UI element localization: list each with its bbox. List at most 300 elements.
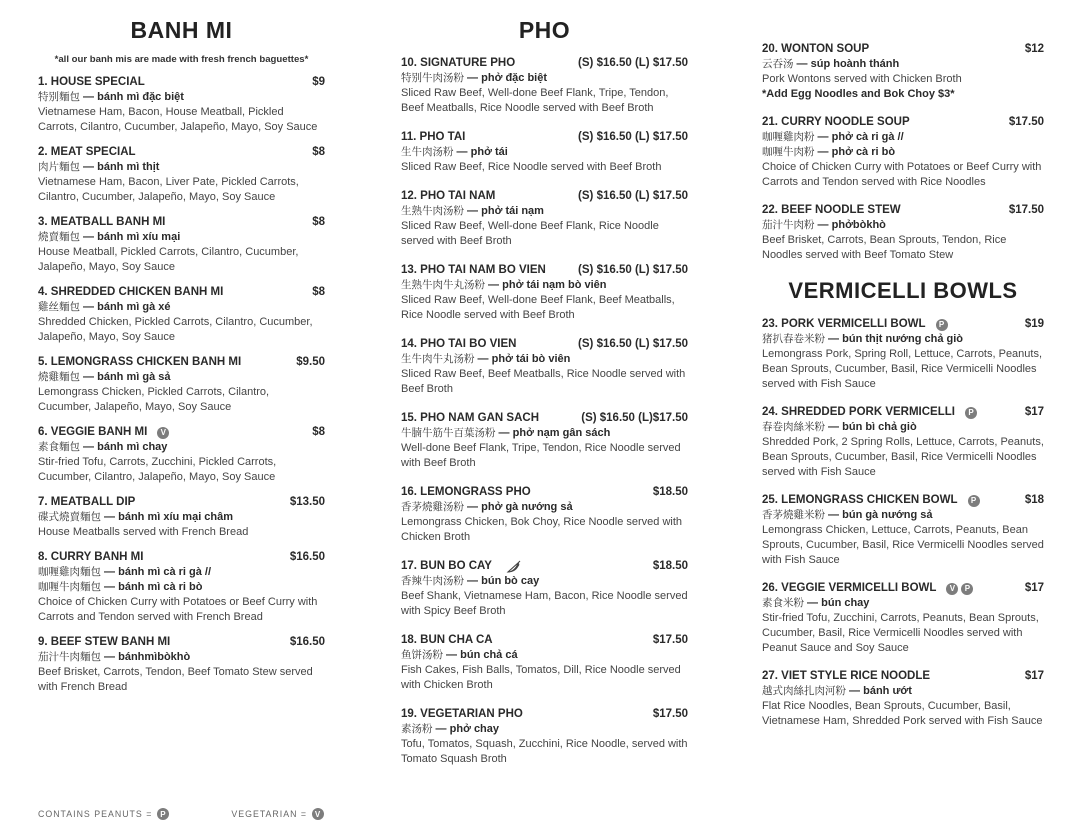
legend [38, 808, 386, 820]
item-translation [401, 278, 688, 293]
item-chinese-name: 肉片麵包 [38, 161, 80, 173]
item-price: $17.50 [652, 708, 688, 720]
item-translation [762, 57, 1044, 72]
item-translation [38, 160, 325, 175]
item-chinese-name: 茄汁牛肉麵包 [38, 651, 101, 663]
separator-dash: — [464, 575, 482, 587]
banh-mi-column [38, 0, 325, 695]
vermicelli-list [762, 317, 1044, 729]
item-chinese-name: 碟式燒賣麵包 [38, 511, 101, 523]
separator-dash: — [101, 566, 119, 578]
item-translation [401, 204, 688, 219]
item-header [762, 115, 1044, 130]
item-price: (S) $16.50 (L) $17.50 [578, 57, 688, 69]
item-header [401, 633, 688, 648]
item-name: 7. MEATBALL DIP [38, 496, 136, 508]
menu-item [762, 493, 1044, 568]
item-header [401, 707, 688, 722]
item-price: $17 [1024, 406, 1044, 418]
item-description: Sliced Raw Beef, Beef Meatballs, Rice Noodle served with Beef Broth [401, 368, 686, 395]
item-header [38, 550, 325, 565]
item-name-wrap [762, 317, 948, 332]
item-chinese-name: 素汤粉 [401, 723, 433, 735]
banh-mi-note: *all our banh mis are made with fresh french baguettes* [54, 54, 309, 65]
item-name: 27. VIET STYLE RICE NOODLE [762, 670, 931, 682]
item-chinese-name: 生熟牛肉牛丸汤粉 [401, 279, 485, 291]
item-name: 23. PORK VERMICELLI BOWL [762, 318, 926, 330]
item-translation [762, 684, 1044, 699]
separator-dash: — [814, 146, 832, 158]
item-header [401, 56, 688, 71]
item-description: Choice of Chicken Curry with Potatoes or Beef Curry with Carrots and Tendon served with Rice Noodles [762, 161, 1042, 188]
menu-item [401, 485, 688, 545]
item-name-wrap [762, 581, 973, 596]
item-header [401, 411, 688, 426]
item-description: Beef Brisket, Carrots, Bean Sprouts, Tendon, Rice Noodles served with Beef Tomato Stew [762, 234, 1007, 261]
item-vietnamese-name: phở tái [470, 146, 508, 158]
separator-dash: — [80, 231, 98, 243]
item-chinese-name: 茄汁牛肉粉 [762, 219, 815, 231]
item-name-wrap [401, 485, 531, 500]
separator-dash: — [80, 91, 98, 103]
item-chinese-name: 咖喱牛肉麵包 [38, 581, 101, 593]
item-translation [38, 440, 325, 455]
item-name: 1. HOUSE SPECIAL [38, 76, 145, 88]
item-name-wrap [401, 263, 546, 278]
item-name: 11. PHO TAI [401, 131, 466, 143]
separator-dash: — [846, 685, 864, 697]
item-name-wrap [401, 707, 523, 722]
menu-item [401, 56, 688, 116]
menu-item [38, 145, 325, 205]
item-name-wrap [38, 145, 136, 160]
menu-item [38, 495, 325, 540]
item-vietnamese-name: bún chả cá [460, 649, 518, 661]
item-price: $8 [312, 146, 325, 158]
item-price: $18.50 [652, 486, 688, 498]
item-chinese-name: 越式肉絲扎肉河粉 [762, 685, 846, 697]
item-header [38, 145, 325, 160]
item-name-wrap [762, 405, 977, 420]
item-chinese-name: 生熟牛肉汤粉 [401, 205, 464, 217]
item-vietnamese-name: bún gà nướng sả [842, 509, 933, 521]
vermicelli-title: VERMICELLI BOWLS [788, 278, 1018, 303]
separator-dash: — [432, 723, 450, 735]
item-vietnamese-name: phở chay [449, 723, 500, 735]
menu-item [401, 559, 688, 619]
item-header [38, 75, 325, 90]
item-header [762, 317, 1044, 332]
item-vietnamese-name: phở cà ri bò [831, 146, 896, 158]
item-price: $17 [1024, 670, 1044, 682]
menu-item [38, 635, 325, 695]
item-chinese-name: 云吞汤 [762, 58, 794, 70]
menu-item [38, 425, 325, 485]
item-vietnamese-name: bánh ướt [863, 685, 912, 697]
item-price: (S) $16.50 (L) $17.50 [578, 190, 688, 202]
separator-dash: — [80, 161, 98, 173]
item-header [762, 493, 1044, 508]
item-chinese-name: 鱼饼汤粉 [401, 649, 443, 661]
pho-column [401, 0, 688, 767]
separator-dash: — [814, 131, 832, 143]
item-translation [762, 420, 1044, 435]
item-chinese-name: 雞丝麵包 [38, 301, 80, 313]
item-translation [38, 565, 325, 580]
item-description: Well-done Beef Flank, Tripe, Tendon, Rice Noodle served with Beef Broth [401, 442, 681, 469]
item-vietnamese-name: phở đặc biệt [481, 72, 548, 84]
item-vietnamese-name: bánh mì cà ri bò [118, 581, 203, 593]
item-vietnamese-name: bún thịt nướng chả giò [842, 333, 964, 345]
item-header [38, 635, 325, 650]
peanut-icon: P [965, 407, 977, 419]
separator-dash: — [495, 427, 513, 439]
item-description: Lemongrass Chicken, Lettuce, Carrots, Peanuts, Bean Sprouts, Cucumber, Basil, Rice Vermicelli Noodles served with Fish Sauce [762, 524, 1044, 566]
item-name: 21. CURRY NOODLE SOUP [762, 116, 910, 128]
item-chinese-name: 燒雞麵包 [38, 371, 80, 383]
item-chinese-name: 生牛肉汤粉 [401, 146, 454, 158]
item-translation [401, 145, 688, 160]
item-description: Shredded Pork, 2 Spring Rolls, Lettuce, Carrots, Peanuts, Bean Sprouts, Cucumber, Basil, Rice Vermicelli Noodles served with Fish Sauce [762, 436, 1044, 478]
item-name-wrap [38, 495, 135, 510]
item-translation [762, 145, 1044, 160]
item-price: $17 [1024, 582, 1044, 594]
item-header [401, 130, 688, 145]
item-vietnamese-name: bánh mì xíu mại [97, 231, 181, 243]
legend-vegetarian-label: VEGETARIAN = [231, 809, 308, 819]
item-vietnamese-name: phở tái bò viên [491, 353, 571, 365]
separator-dash: — [804, 597, 822, 609]
item-name-wrap [401, 56, 515, 71]
item-add-on: *Add Egg Noodles and Bok Choy $3* [762, 88, 955, 100]
item-chinese-name: 特别牛肉汤粉 [401, 72, 464, 84]
item-description: Tofu, Tomatos, Squash, Zucchini, Rice Noodle, served with Tomato Squash Broth [401, 738, 688, 765]
item-header [38, 215, 325, 230]
item-translation [401, 426, 688, 441]
item-description: Sliced Raw Beef, Well-done Beef Flank, Beef Meatballs, Rice Noodle served with Beef Broth [401, 294, 675, 321]
item-description: Vietnamese Ham, Bacon, House Meatball, Pickled Carrots, Cilantro, Cucumber, Jalapeño, Mayo, Soy Sauce [38, 106, 318, 133]
separator-dash: — [825, 333, 843, 345]
item-name-wrap [762, 42, 869, 57]
separator-dash: — [101, 651, 119, 663]
pho-title: PHO [518, 17, 571, 43]
item-vietnamese-name: phở tái nạm [481, 205, 544, 217]
item-description: Sliced Raw Beef, Well-done Beef Flank, Rice Noodle served with Beef Broth [401, 220, 659, 247]
item-chinese-name: 咖喱牛肉粉 [762, 146, 815, 158]
item-chinese-name: 素食麵包 [38, 441, 80, 453]
item-description: House Meatballs served with French Bread [38, 526, 249, 538]
item-price: (S) $16.50 (L) $17.50 [578, 131, 688, 143]
item-translation [401, 648, 688, 663]
item-price: $18.50 [652, 560, 688, 572]
item-vietnamese-name: bánh mì chay [97, 441, 168, 453]
item-translation [38, 90, 325, 105]
item-vietnamese-name: bún bò cay [481, 575, 540, 587]
item-price: $18 [1024, 494, 1044, 506]
menu-item [762, 669, 1044, 729]
item-name-wrap [38, 550, 143, 565]
item-header [762, 405, 1044, 420]
separator-dash: — [101, 581, 119, 593]
item-description: Fish Cakes, Fish Balls, Tomatos, Dill, Rice Noodle served with Chicken Broth [401, 664, 681, 691]
separator-dash: — [443, 649, 461, 661]
item-name-wrap [762, 203, 901, 218]
item-description: Shredded Chicken, Pickled Carrots, Cilantro, Cucumber, Jalapeño, Mayo, Soy Sauce [38, 316, 313, 343]
item-description: Pork Wontons served with Chicken Broth [762, 73, 962, 85]
separator-dash: — [485, 279, 503, 291]
separator-dash: — [474, 353, 492, 365]
item-price: $9.50 [296, 356, 325, 368]
menu-item [401, 337, 688, 397]
item-chinese-name: 咖喱雞肉麵包 [38, 566, 101, 578]
item-chinese-name: 春卷肉絲米粉 [762, 421, 825, 433]
item-name: 17. BUN BO CAY [401, 560, 492, 572]
item-name-wrap [38, 75, 145, 90]
item-translation [38, 230, 325, 245]
item-name: 5. LEMONGRASS CHICKEN BANH MI [38, 356, 242, 368]
item-price: $17.50 [652, 634, 688, 646]
item-description: Choice of Chicken Curry with Potatoes or Beef Curry with Carrots and Tendon served with French Bread [38, 596, 318, 623]
item-price: $9 [312, 76, 325, 88]
item-name: 19. VEGETARIAN PHO [401, 708, 523, 720]
separator-dash: — [793, 58, 811, 70]
item-name-wrap [401, 411, 539, 426]
item-name: 14. PHO TAI BO VIEN [401, 338, 517, 350]
item-name: 18. BUN CHA CA [401, 634, 493, 646]
item-name-wrap [38, 285, 223, 300]
item-header [38, 425, 325, 440]
item-name-wrap [762, 669, 930, 684]
item-name: 3. MEATBALL BANH MI [38, 216, 166, 228]
item-header [401, 337, 688, 352]
item-translation [38, 510, 325, 525]
item-chinese-name: 香辣牛肉汤粉 [401, 575, 464, 587]
peanut-icon: P [968, 495, 980, 507]
item-name-wrap [38, 215, 165, 230]
item-price: $12 [1024, 43, 1044, 55]
item-price: (S) $16.50 (L)$17.50 [581, 412, 688, 424]
item-name: 13. PHO TAI NAM BO VIEN [401, 264, 546, 276]
item-name: 6. VEGGIE BANH MI [38, 426, 148, 438]
item-description: Sliced Raw Beef, Well-done Beef Flank, Tripe, Tendon, Beef Meatballs, Rice Noodle served with Beef Broth [401, 87, 669, 114]
chili-icon [506, 560, 522, 574]
peanut-icon: P [936, 319, 948, 331]
item-chinese-name: 咖喱雞肉粉 [762, 131, 815, 143]
item-name: 15. PHO NAM GAN SACH [401, 412, 540, 424]
item-vietnamese-name: phở nạm gân sách [512, 427, 611, 439]
item-price: $8 [312, 426, 325, 438]
item-price: $16.50 [289, 551, 325, 563]
item-vietnamese-name: phở gà nướng sả [481, 501, 573, 513]
item-translation [401, 722, 688, 737]
separator-dash: — [80, 441, 98, 453]
item-name-wrap [762, 115, 910, 130]
item-price: $8 [312, 216, 325, 228]
item-chinese-name: 特别麵包 [38, 91, 80, 103]
item-translation [401, 574, 688, 589]
item-translation [762, 596, 1044, 611]
item-description: Flat Rice Noodles, Bean Sprouts, Cucumber, Basil, Vietnamese Ham, Shredded Pork served with Fish Sauce [762, 700, 1043, 727]
item-header [762, 669, 1044, 684]
pho-list [401, 56, 688, 767]
item-header [401, 263, 688, 278]
item-price: $8 [312, 286, 325, 298]
item-chinese-name: 香茅燒雞汤粉 [401, 501, 464, 513]
item-vietnamese-name: bún chay [821, 597, 870, 609]
item-name: 10. SIGNATURE PHO [401, 57, 516, 69]
item-description: Beef Shank, Vietnamese Ham, Bacon, Rice Noodle served with Spicy Beef Broth [401, 590, 688, 617]
item-description: Vietnamese Ham, Bacon, Liver Pate, Pickled Carrots, Cilantro, Cucumber, Jalapeño, Mayo, Soy Sauce [38, 176, 299, 203]
menu-item [401, 189, 688, 249]
item-description: Stir-fried Tofu, Carrots, Zucchini, Pickled Carrots, Cucumber, Cilantro, Jalapeño, Mayo, Soy Sauce [38, 456, 277, 483]
item-name-wrap [401, 130, 465, 145]
item-description: Lemongrass Pork, Spring Roll, Lettuce, Carrots, Peanuts, Bean Sprouts, Cucumber, Basil, Rice Vermicelli Noodles served with Fish Sauce [762, 348, 1043, 390]
item-name-wrap [762, 493, 980, 508]
item-name: 4. SHREDDED CHICKEN BANH MI [38, 286, 224, 298]
separator-dash: — [464, 205, 482, 217]
peanut-icon: P [157, 808, 169, 820]
item-name: 22. BEEF NOODLE STEW [762, 204, 901, 216]
item-chinese-name: 燒賣麵包 [38, 231, 80, 243]
item-header [401, 189, 688, 204]
item-header [38, 495, 325, 510]
item-chinese-name: 素食米粉 [762, 597, 804, 609]
item-price: $17.50 [1008, 116, 1044, 128]
item-translation [401, 500, 688, 515]
item-name: 8. CURRY BANH MI [38, 551, 144, 563]
soup-vermicelli-column [762, 0, 1044, 729]
separator-dash: — [464, 72, 482, 84]
item-header [38, 285, 325, 300]
legend-vegetarian [231, 808, 324, 820]
item-vietnamese-name: bánh mì thịt [97, 161, 160, 173]
item-name-wrap [401, 189, 495, 204]
item-chinese-name: 牛腩牛筋牛百葉汤粉 [401, 427, 496, 439]
item-translation [762, 508, 1044, 523]
item-name: 24. SHREDDED PORK VERMICELLI [762, 406, 955, 418]
item-vietnamese-name: phởbòkhò [831, 219, 886, 231]
item-header [762, 581, 1044, 596]
menu-item [401, 263, 688, 323]
item-price: $19 [1024, 318, 1044, 330]
menu-item [762, 42, 1044, 102]
item-name-wrap [38, 635, 170, 650]
vegetarian-icon: V [312, 808, 324, 820]
item-name: 16. LEMONGRASS PHO [401, 486, 531, 498]
item-description: Beef Brisket, Carrots, Tendon, Beef Tomato Stew served with French Bread [38, 666, 313, 693]
menu-item [38, 355, 325, 415]
item-translation [38, 580, 325, 595]
item-vietnamese-name: bánh mì đặc biệt [97, 91, 184, 103]
item-translation [38, 300, 325, 315]
item-vietnamese-name: súp hoành thánh [810, 58, 900, 70]
item-description: Sliced Raw Beef, Rice Noodle served with Beef Broth [401, 161, 662, 173]
item-description: Stir-fried Tofu, Zucchini, Carrots, Peanuts, Bean Sprouts, Cucumber, Basil, Rice Vermicelli Noodles served with Peanut Sauce and Soy Sauce [762, 612, 1039, 654]
item-header [762, 203, 1044, 218]
item-name: 2. MEAT SPECIAL [38, 146, 136, 158]
item-translation [401, 352, 688, 367]
item-name-wrap [401, 337, 516, 352]
item-vietnamese-name: bánh mì xíu mại châm [118, 511, 234, 523]
banh-mi-title: BANH MI [130, 17, 233, 43]
item-translation [762, 218, 1044, 233]
item-translation [38, 650, 325, 665]
item-translation [762, 332, 1044, 347]
item-name-wrap [38, 425, 169, 440]
menu-item [401, 633, 688, 693]
item-vietnamese-name: bánh mì cà ri gà // [118, 566, 212, 578]
item-chinese-name: 生牛肉牛丸汤粉 [401, 353, 475, 365]
item-name: 20. WONTON SOUP [762, 43, 870, 55]
item-description: Lemongrass Chicken, Pickled Carrots, Cilantro, Cucumber, Jalapeño, Mayo, Soy Sauce [38, 386, 270, 413]
item-vietnamese-name: phở cà ri gà // [831, 131, 904, 143]
item-name-wrap [401, 633, 493, 648]
menu-item [38, 215, 325, 275]
menu-item [762, 405, 1044, 480]
banh-mi-list [38, 75, 325, 695]
item-chinese-name: 香茅燒雞米粉 [762, 509, 825, 521]
legend-peanuts-label: CONTAINS PEANUTS = [38, 809, 153, 819]
item-name: 26. VEGGIE VERMICELLI BOWL [762, 582, 937, 594]
item-header [762, 42, 1044, 57]
item-price: $16.50 [289, 636, 325, 648]
menu-item [38, 285, 325, 345]
item-vietnamese-name: bánh mì gà xé [97, 301, 171, 313]
item-translation [762, 130, 1044, 145]
menu-item [38, 550, 325, 625]
item-vietnamese-name: phở tái nạm bò viên [502, 279, 607, 291]
peanut-icon: P [961, 583, 973, 595]
item-price: (S) $16.50 (L) $17.50 [578, 264, 688, 276]
item-vietnamese-name: bún bì chả giò [842, 421, 917, 433]
item-price: (S) $16.50 (L) $17.50 [578, 338, 688, 350]
separator-dash: — [464, 501, 482, 513]
menu-item [38, 75, 325, 135]
item-price: $13.50 [289, 496, 325, 508]
item-name: 12. PHO TAI NAM [401, 190, 496, 202]
separator-dash: — [825, 421, 843, 433]
item-translation [401, 71, 688, 86]
separator-dash: — [101, 511, 119, 523]
item-description: House Meatball, Pickled Carrots, Cilantro, Cucumber, Jalapeño, Mayo, Soy Sauce [38, 246, 299, 273]
menu-item [762, 203, 1044, 263]
separator-dash: — [453, 146, 471, 158]
menu-item [762, 581, 1044, 656]
legend-peanuts [38, 808, 169, 820]
item-header [401, 559, 688, 574]
menu-item [762, 317, 1044, 392]
soup-list [762, 42, 1044, 263]
separator-dash: — [80, 301, 98, 313]
item-vietnamese-name: bánh mì gà sả [97, 371, 171, 383]
menu-item [401, 411, 688, 471]
item-header [401, 485, 688, 500]
item-vietnamese-name: bánhmìbòkhò [118, 651, 191, 663]
item-chinese-name: 猪扒春卷米粉 [762, 333, 825, 345]
menu-item [762, 115, 1044, 190]
menu-item [401, 130, 688, 175]
vegetarian-icon: V [946, 583, 958, 595]
item-price: $17.50 [1008, 204, 1044, 216]
item-description: Lemongrass Chicken, Bok Choy, Rice Noodle served with Chicken Broth [401, 516, 683, 543]
separator-dash: — [825, 509, 843, 521]
vegetarian-icon: V [157, 427, 169, 439]
item-name-wrap [401, 559, 522, 574]
item-translation [38, 370, 325, 385]
item-name: 25. LEMONGRASS CHICKEN BOWL [762, 494, 958, 506]
menu-item [401, 707, 688, 767]
separator-dash: — [80, 371, 98, 383]
